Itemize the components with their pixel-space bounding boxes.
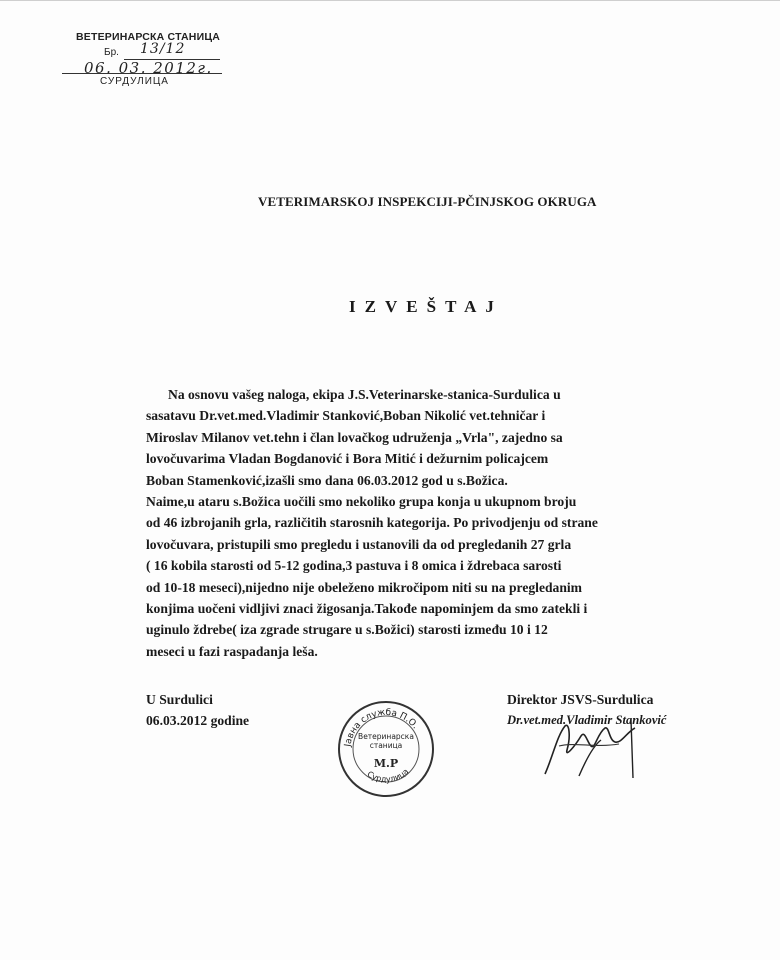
body-line: meseci u fazi raspadanja leša. <box>146 643 318 659</box>
document-title: IZVEŠTAJ <box>349 297 503 316</box>
registry-number-label: Бр. <box>104 47 119 58</box>
place: U Surdulici <box>146 692 213 707</box>
seal-bottom-text: Сурдулица <box>365 766 411 784</box>
body-line: sasatavu Dr.vet.med.Vladimir Stanković,Boban Nikolić vet.tehničar i <box>146 408 546 424</box>
registry-stamp-title: ВЕТЕРИНАРСКА СТАНИЦА <box>76 31 220 43</box>
seal-center-text: Ветеринарска станица <box>358 733 414 750</box>
seal-ring-text: Јавна служба П.О. <box>343 707 421 748</box>
registry-stamp <box>62 29 232 91</box>
seal-mp: М.Р <box>373 757 399 770</box>
registry-date: 06. 03. 2012г. <box>84 59 213 77</box>
body-line: od 10-18 meseci),nijedno nije obeleženo mikročipom niti su na pregledanim <box>146 579 583 595</box>
body-line: konjima uočeni vidljivi znaci žigosanja.Takođe napominjem da smo zatekli i <box>146 601 588 617</box>
date: 06.03.2012 godine <box>146 713 250 728</box>
body-line: Miroslav Milanov vet.tehn i član lovačkog udruženja „Vrla", zajedno sa <box>146 429 563 445</box>
body-line: uginulo ždrebe( iza zgrade strugare u s.Božici) starosti između 10 i 12 <box>146 622 548 638</box>
body-line: Boban Stamenković,izašli smo dana 06.03.2012 god u s.Božica. <box>146 472 508 488</box>
registry-number: 13/12 <box>140 41 186 57</box>
handwritten-signature <box>535 706 675 781</box>
body-line: lovočuvara, pristupili smo pregledu i ustanovili da od pregledanih 27 grla <box>146 536 572 552</box>
registry-place: СУРДУЛИЦА <box>100 76 169 87</box>
body-line: Naime,u ataru s.Božica uočili smo nekoliko grupa konja u ukupnom broju <box>146 494 577 510</box>
director-title: Direktor JSVS-Surdulica <box>507 692 654 707</box>
body-line: od 46 izbrojanih grla, različitih starosnih kategorija. Po privodjenju od strane <box>146 515 598 531</box>
registry-date-line <box>62 73 222 74</box>
report-body <box>146 384 706 662</box>
recipient: VETERIMARSKOJ INSPEKCIJI-PČINJSKOG OKRUGA <box>258 194 597 209</box>
place-date-block <box>146 689 249 731</box>
official-seal <box>336 699 436 799</box>
director-name: Dr.vet.med.Vladimir Stanković <box>507 713 667 727</box>
body-line: lovočuvarima Vladan Bogdanović i Bora Mitić i dežurnim policajcem <box>146 451 549 467</box>
body-line: Na osnovu vašeg naloga, ekipa J.S.Veterinarske-stanica-Surdulica u <box>168 387 561 402</box>
body-line: ( 16 kobila starosti od 5-12 godina,3 pastuva i 8 omica i ždrebaca sarosti <box>146 558 562 574</box>
